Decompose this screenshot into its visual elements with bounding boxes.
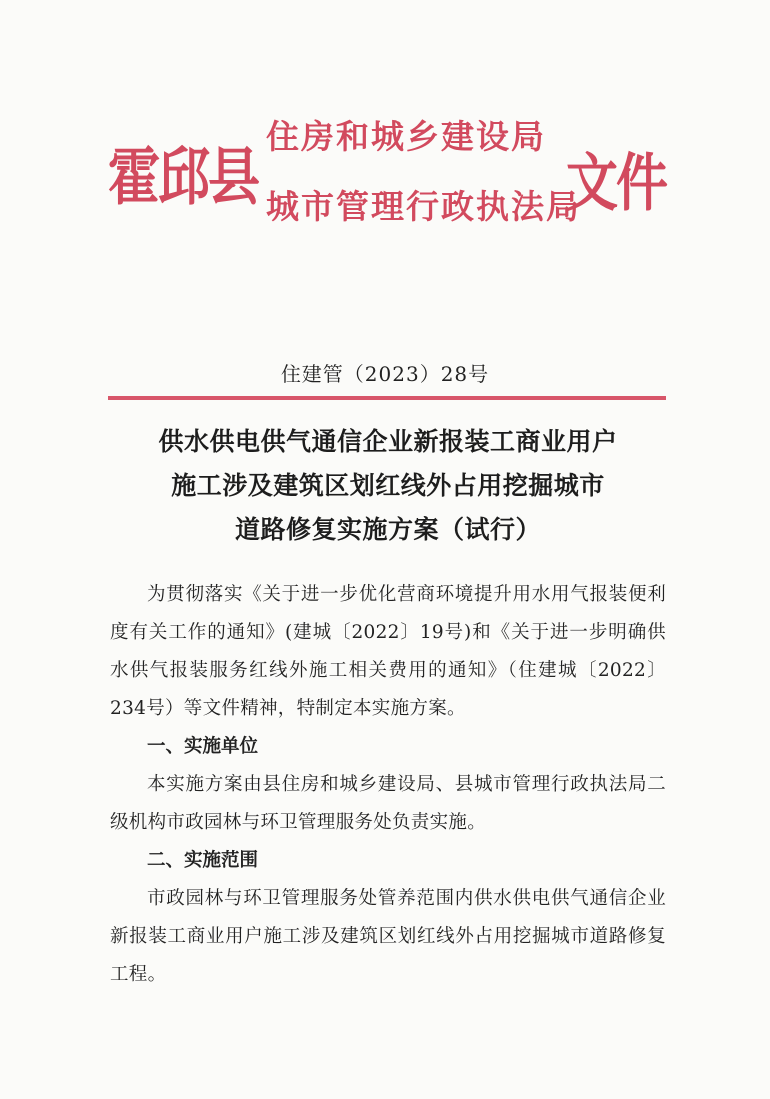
document-number: 住建管（2023）28号 xyxy=(280,362,490,386)
section-paragraph: 市政园林与环卫管理服务处管养范围内供水供电供气通信企业新报装工商业用户施工涉及建筑区划红线外占用挖掘城市道路修复工程。 xyxy=(110,888,666,985)
agency-names xyxy=(266,102,581,242)
section-heading: 二、实施范围 xyxy=(147,850,259,871)
masthead xyxy=(108,98,668,248)
red-divider xyxy=(108,396,666,400)
title-line: 供水供电供气通信企业新报装工商业用户 xyxy=(158,427,618,456)
section-heading: 一、实施单位 xyxy=(147,736,259,757)
agency-housing: 住房和城乡建设局 xyxy=(266,117,546,156)
document-word: 文件 xyxy=(566,148,667,220)
document-title xyxy=(110,420,666,552)
title-line: 施工涉及建筑区划红线外占用挖掘城市 xyxy=(171,471,605,500)
document-body xyxy=(110,576,666,994)
agency-urban-management: 城市管理行政执法局 xyxy=(266,187,581,226)
section-paragraph: 本实施方案由县住房和城乡建设局、县城市管理行政执法局二级机构市政园林与环卫管理服务处负责实施。 xyxy=(110,774,666,833)
title-line: 道路修复实施方案（试行） xyxy=(234,515,541,544)
intro-paragraph: 为贯彻落实《关于进一步优化营商环境提升用水用气报装便利度有关工作的通知》(建城〔2022〕19号)和《关于进一步明确供水供气报装服务红线外施工相关费用的通知》（住建城〔2022〕234号）等文件精神，特制定本实施方案。 xyxy=(110,584,666,719)
county-name: 霍邱县 xyxy=(108,142,259,214)
